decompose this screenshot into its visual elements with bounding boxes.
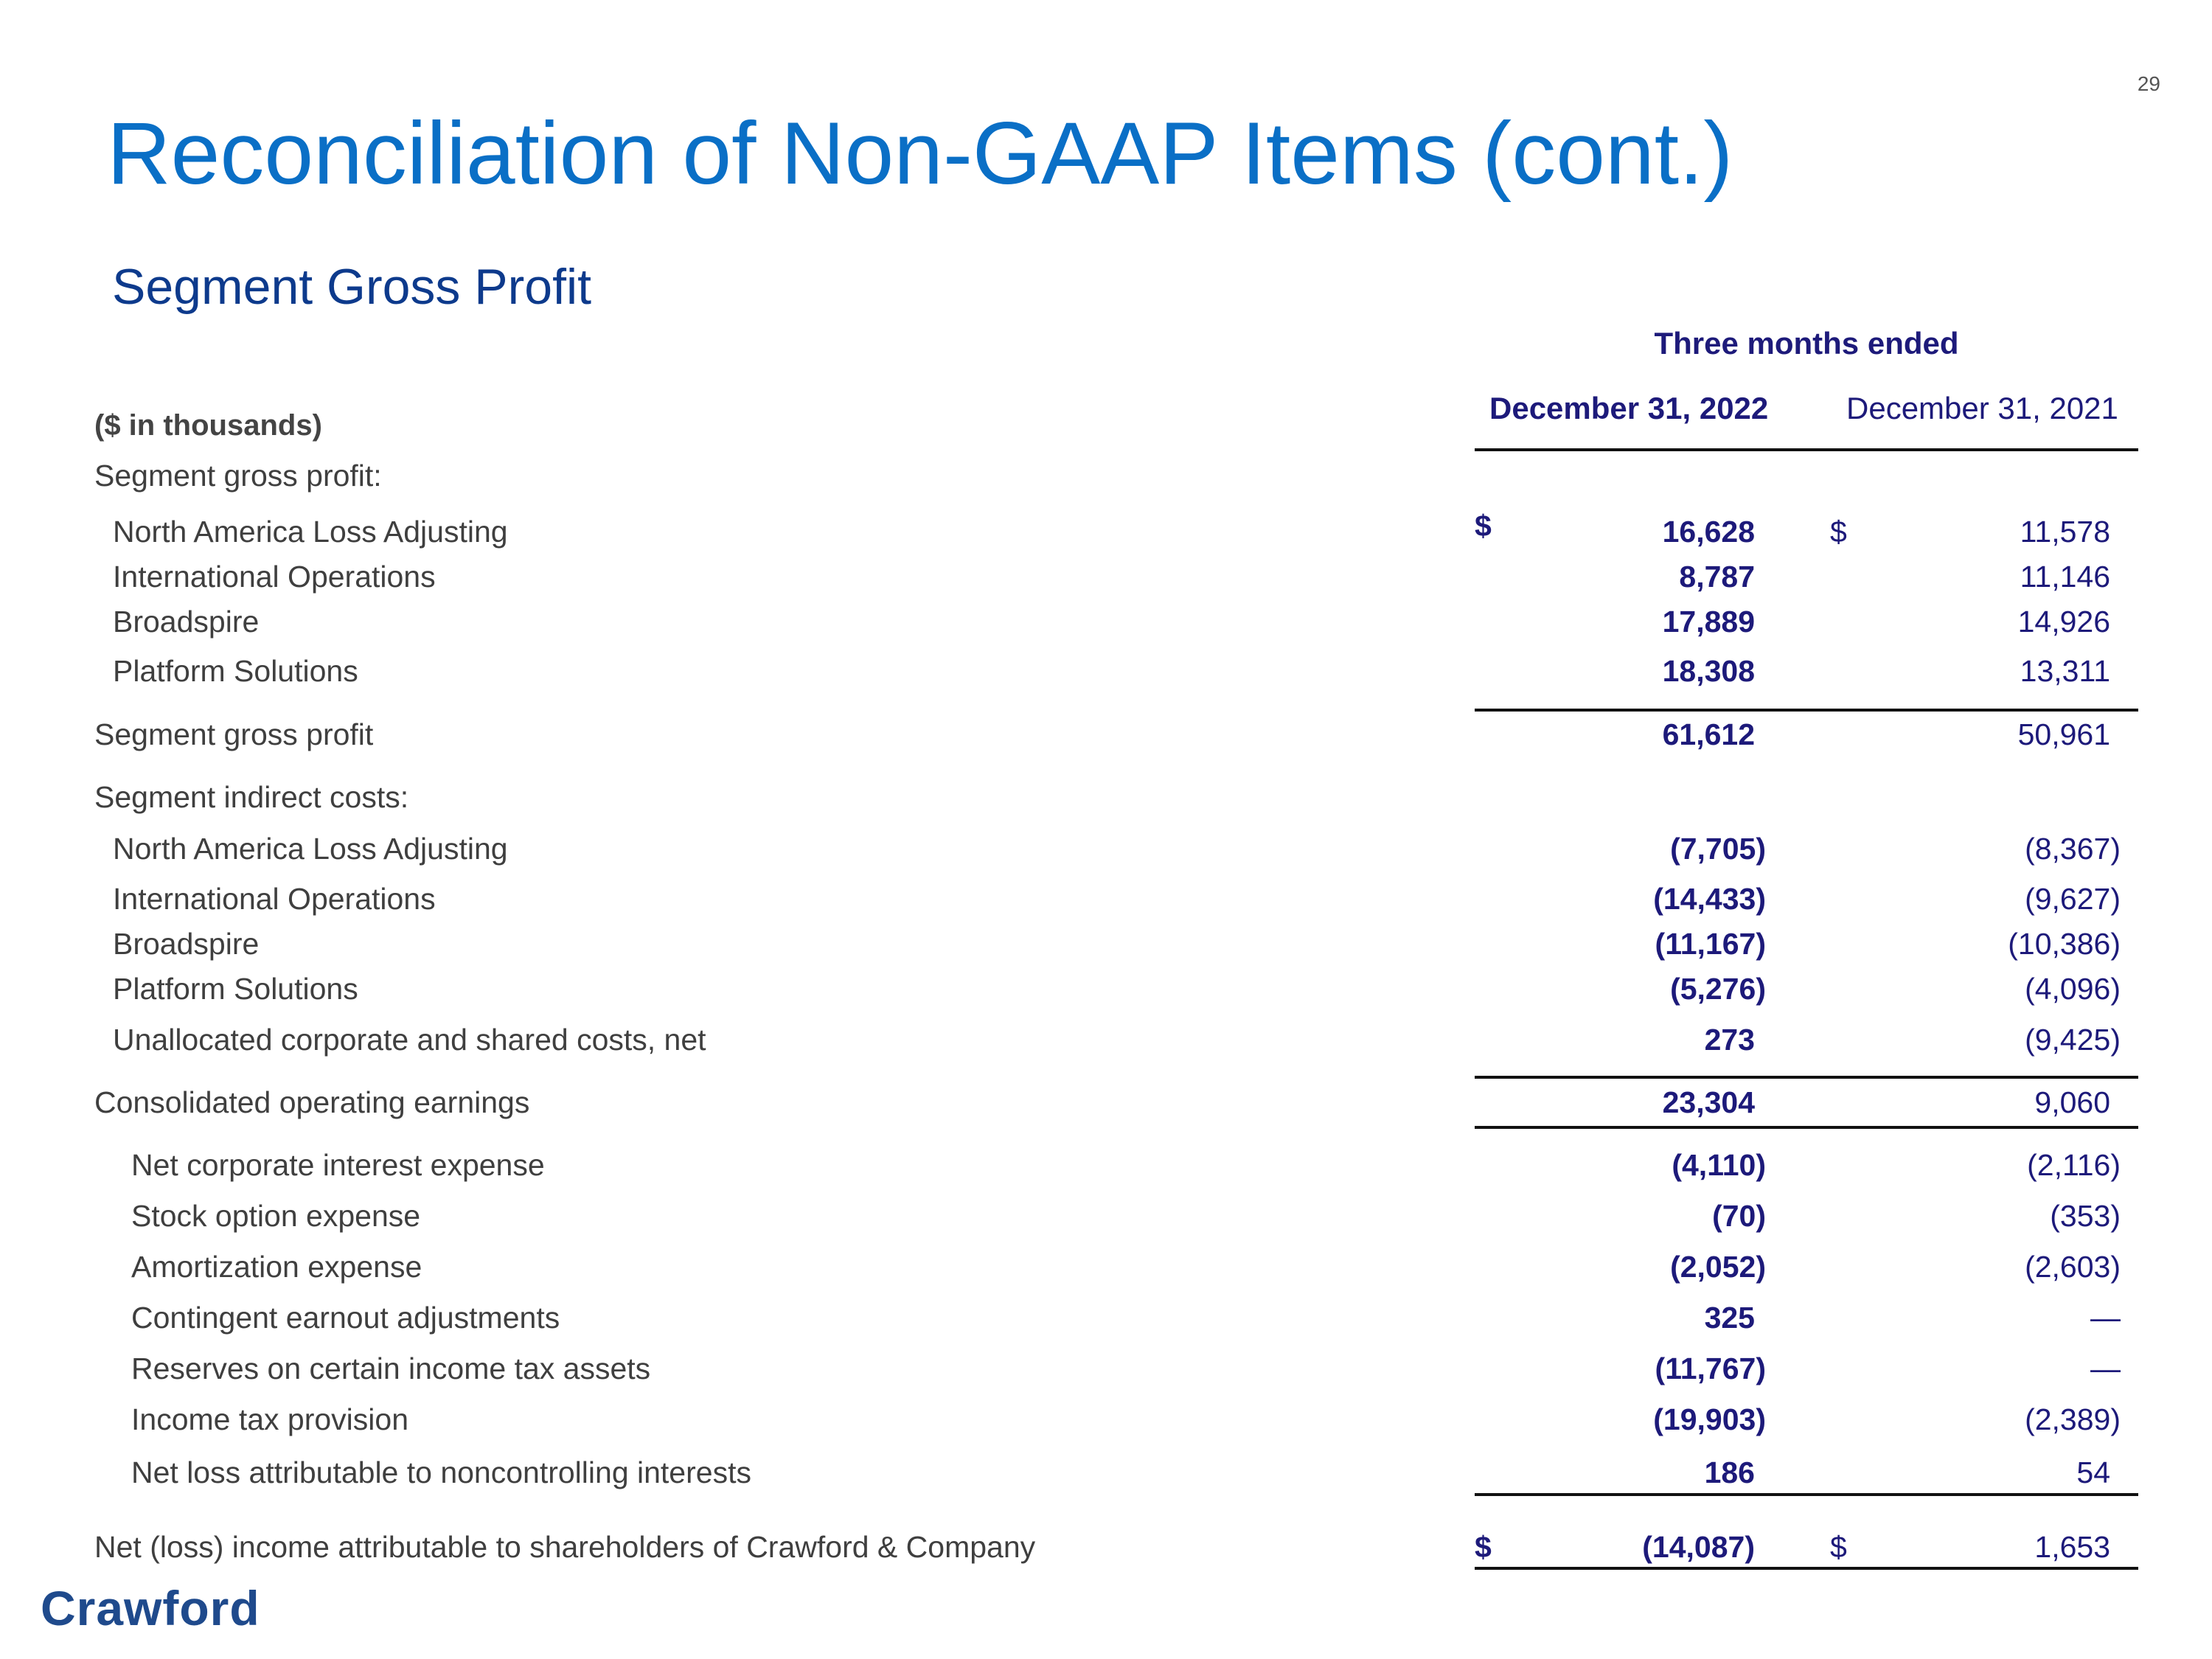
value-2021: 9,060 — [2034, 1085, 2110, 1119]
value-2022: (4,110) — [1672, 1148, 1766, 1182]
row-label: Segment gross profit: — [94, 459, 382, 493]
value-2021: 14,926 — [2017, 605, 2110, 639]
value-2021: 1,653 — [2034, 1530, 2110, 1564]
value-2021: 11,578 — [2020, 515, 2110, 549]
total-rule — [1475, 1493, 2138, 1496]
page-subtitle: Segment Gross Profit — [112, 259, 592, 315]
value-2022: (19,903) — [1653, 1402, 1766, 1436]
table-row — [0, 780, 2212, 817]
value-2022: (11,767) — [1655, 1352, 1766, 1385]
row-label: Contingent earnout adjustments — [131, 1301, 560, 1335]
column-header-2022: December 31, 2022 — [1489, 391, 1769, 425]
column-header-2021: December 31, 2021 — [1846, 391, 2118, 425]
table-row — [0, 927, 2212, 964]
value-2021: (9,425) — [2025, 1023, 2121, 1057]
row-label: International Operations — [113, 882, 436, 916]
value-2021: (10,386) — [2008, 927, 2121, 961]
table-row — [0, 1402, 2212, 1439]
value-2022: 61,612 — [1662, 717, 1755, 751]
value-2022: (14,433) — [1653, 882, 1766, 916]
value-2022: (70) — [1712, 1199, 1766, 1233]
table-row — [0, 459, 2212, 495]
value-2022: 325 — [1704, 1301, 1755, 1335]
value-2021: (4,096) — [2025, 972, 2121, 1006]
currency-symbol: $ — [1830, 515, 1847, 549]
value-2021: 54 — [2076, 1455, 2110, 1489]
page-number: 29 — [2137, 72, 2160, 95]
row-label: Reserves on certain income tax assets — [131, 1352, 651, 1385]
subtotal-rule — [1475, 1076, 2138, 1079]
value-2021: 50,961 — [2017, 717, 2110, 751]
table-row — [0, 832, 2212, 869]
table-row — [0, 717, 2212, 754]
row-label: Unallocated corporate and shared costs, net — [113, 1023, 706, 1057]
row-label: North America Loss Adjusting — [113, 832, 508, 866]
row-label: Amortization expense — [131, 1250, 422, 1284]
subtotal-rule — [1475, 1126, 2138, 1129]
period-header: Three months ended — [1654, 326, 1959, 361]
value-2022: (14,087) — [1642, 1530, 1755, 1564]
row-label: Income tax provision — [131, 1402, 409, 1436]
table-row — [0, 972, 2212, 1009]
header-rule — [1475, 448, 2138, 451]
value-2022: 23,304 — [1662, 1085, 1755, 1119]
value-2022: (11,167) — [1655, 927, 1766, 961]
value-2022: 18,308 — [1662, 654, 1755, 688]
row-label: Net corporate interest expense — [131, 1148, 545, 1182]
row-label: Net loss attributable to noncontrolling interests — [131, 1455, 751, 1489]
currency-symbol: $ — [1830, 1530, 1847, 1564]
value-2021: 11,146 — [2020, 560, 2110, 594]
crawford-logo: Crawford — [41, 1581, 260, 1635]
row-label: Stock option expense — [131, 1199, 421, 1233]
row-label: Platform Solutions — [113, 654, 358, 688]
table-row — [0, 1530, 2212, 1567]
value-2022: 186 — [1704, 1455, 1755, 1489]
row-label: Broadspire — [113, 605, 260, 639]
row-label: Segment indirect costs: — [94, 780, 409, 814]
value-2021: (2,603) — [2025, 1250, 2121, 1284]
value-2021: (353) — [2050, 1199, 2121, 1233]
table-row — [0, 605, 2212, 641]
value-2021: (2,389) — [2025, 1402, 2121, 1436]
table-row — [0, 509, 2212, 552]
currency-symbol: $ — [1475, 509, 1492, 543]
table-row — [0, 1352, 2212, 1388]
row-label: North America Loss Adjusting — [113, 515, 508, 549]
table-row — [0, 882, 2212, 919]
row-label: Net (loss) income attributable to shareholders of Crawford & Company — [94, 1530, 1036, 1564]
value-2022: 16,628 — [1662, 515, 1755, 549]
value-2022: (5,276) — [1670, 972, 1766, 1006]
table-row — [0, 1085, 2212, 1122]
value-2021: (2,116) — [2027, 1148, 2121, 1182]
row-label: Consolidated operating earnings — [94, 1085, 530, 1119]
row-label: Broadspire — [113, 927, 260, 961]
currency-symbol: $ — [1475, 1530, 1492, 1564]
units-label: ($ in thousands) — [94, 409, 322, 442]
table-row — [0, 1455, 2212, 1492]
value-2022: (2,052) — [1670, 1250, 1766, 1284]
value-2021: 13,311 — [2020, 654, 2110, 688]
value-2021: — — [2090, 1352, 2121, 1385]
table-row — [0, 1148, 2212, 1185]
value-2022: 8,787 — [1679, 560, 1755, 594]
value-2022: 17,889 — [1662, 605, 1755, 639]
total-rule — [1475, 1567, 2138, 1570]
table-row — [0, 1023, 2212, 1060]
value-2022: 273 — [1704, 1023, 1755, 1057]
row-label: International Operations — [113, 560, 436, 594]
table-row — [0, 1301, 2212, 1338]
value-2021: — — [2090, 1301, 2121, 1335]
table-row — [0, 1199, 2212, 1236]
page-title: Reconciliation of Non-GAAP Items (cont.) — [107, 104, 1733, 203]
table-row — [0, 1250, 2212, 1287]
row-label: Segment gross profit — [94, 717, 374, 751]
row-label: Platform Solutions — [113, 972, 358, 1006]
value-2021: (9,627) — [2025, 882, 2121, 916]
subtotal-rule — [1475, 709, 2138, 712]
table-row — [0, 654, 2212, 691]
value-2022: (7,705) — [1670, 832, 1766, 866]
value-2021: (8,367) — [2025, 832, 2121, 866]
table-row — [0, 560, 2212, 597]
